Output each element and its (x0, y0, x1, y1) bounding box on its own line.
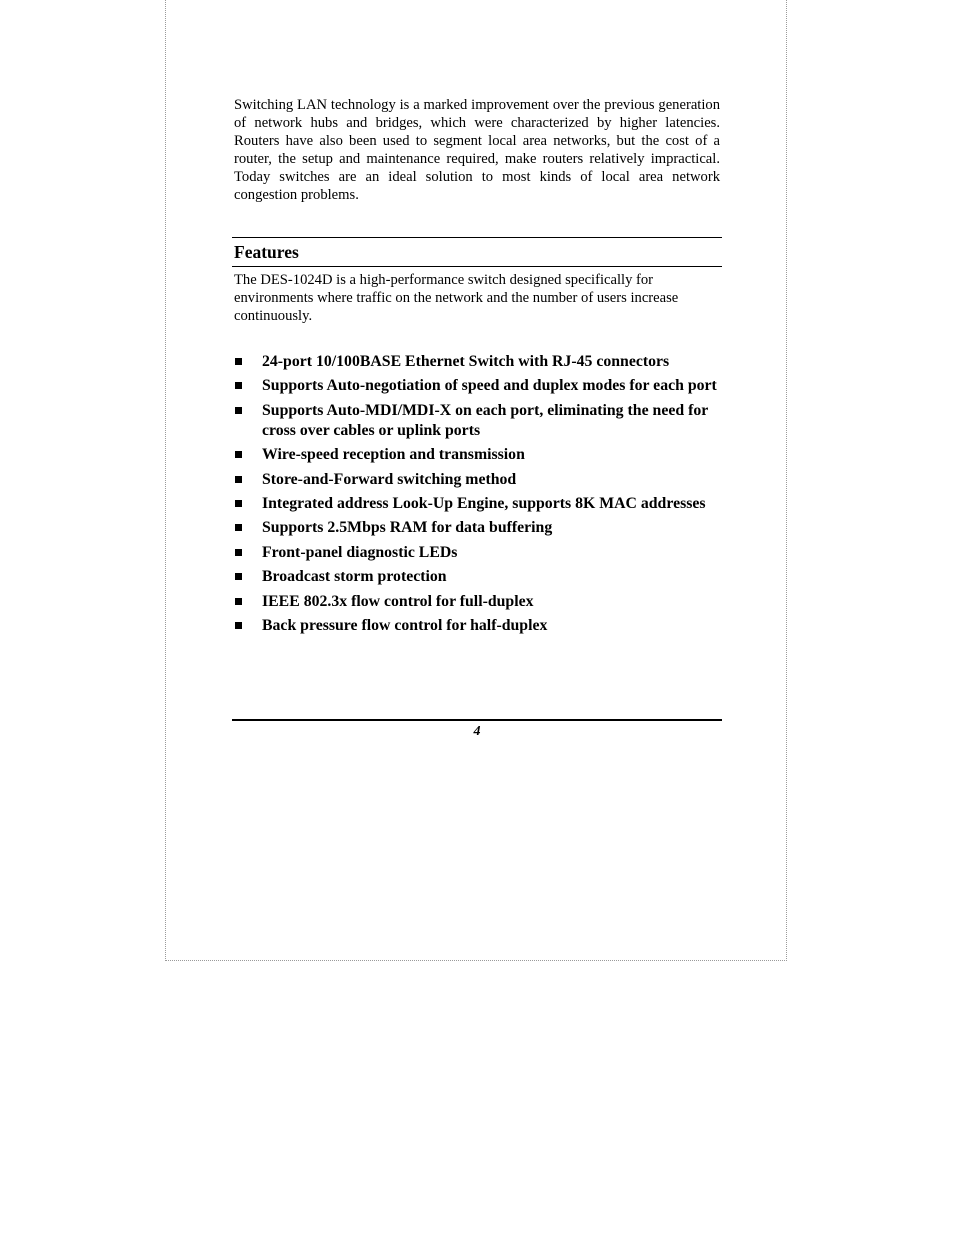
square-bullet-icon (235, 407, 242, 414)
feature-item (234, 401, 722, 441)
square-bullet-icon (235, 382, 242, 389)
feature-item (234, 592, 722, 612)
feature-item (234, 494, 722, 514)
square-bullet-icon (235, 358, 242, 365)
feature-item-text: Store-and-Forward switching method (262, 470, 517, 488)
feature-item-text: Broadcast storm protection (262, 568, 447, 586)
intro-paragraph: Switching LAN technology is a marked improvement over the previous generation of network hubs and bridges, which were characterized by higher latencies. Routers have also been used to segment local area networks, but the cost of a router, the setup and maintenance required, make routers relatively impractical. Today switches are an ideal solution to most kinds of local area network congestion problems. (234, 97, 720, 203)
section-heading-features (232, 237, 722, 267)
feature-item (234, 470, 722, 490)
square-bullet-icon (235, 451, 242, 458)
feature-item (234, 376, 722, 396)
feature-item-text: Front-panel diagnostic LEDs (262, 543, 458, 561)
feature-item (234, 518, 722, 538)
square-bullet-icon (235, 622, 242, 629)
page-number: 4 (473, 724, 481, 739)
square-bullet-icon (235, 500, 242, 507)
feature-item-text: Back pressure flow control for half-duplex (262, 616, 548, 634)
feature-item-text: Integrated address Look-Up Engine, supports 8K MAC addresses (262, 494, 706, 512)
square-bullet-icon (235, 598, 242, 605)
section-heading-text: Features (234, 242, 299, 262)
square-bullet-icon (235, 549, 242, 556)
feature-item-text: Supports 2.5Mbps RAM for data buffering (262, 519, 553, 537)
feature-item-text: Supports Auto-negotiation of speed and duplex modes for each port (262, 377, 717, 395)
feature-item (234, 567, 722, 587)
features-description: The DES-1024D is a high-performance switch designed specifically for environments where traffic on the network and the number of users increase continuously. (234, 272, 679, 324)
square-bullet-icon (235, 476, 242, 483)
feature-item-text: IEEE 802.3x flow control for full-duplex (262, 592, 534, 610)
square-bullet-icon (235, 573, 242, 580)
feature-item (234, 616, 722, 636)
square-bullet-icon (235, 524, 242, 531)
feature-list (234, 352, 722, 640)
feature-item-text: 24-port 10/100BASE Ethernet Switch with RJ-45 connectors (262, 353, 670, 370)
footer-divider (232, 719, 722, 721)
feature-item-text: Wire-speed reception and transmission (262, 446, 525, 464)
feature-item (234, 543, 722, 563)
feature-item (234, 445, 722, 465)
feature-item (234, 352, 722, 372)
feature-item-text: Supports Auto-MDI/MDI-X on each port, eliminating the need for cross over cables or uplink ports (262, 401, 708, 439)
